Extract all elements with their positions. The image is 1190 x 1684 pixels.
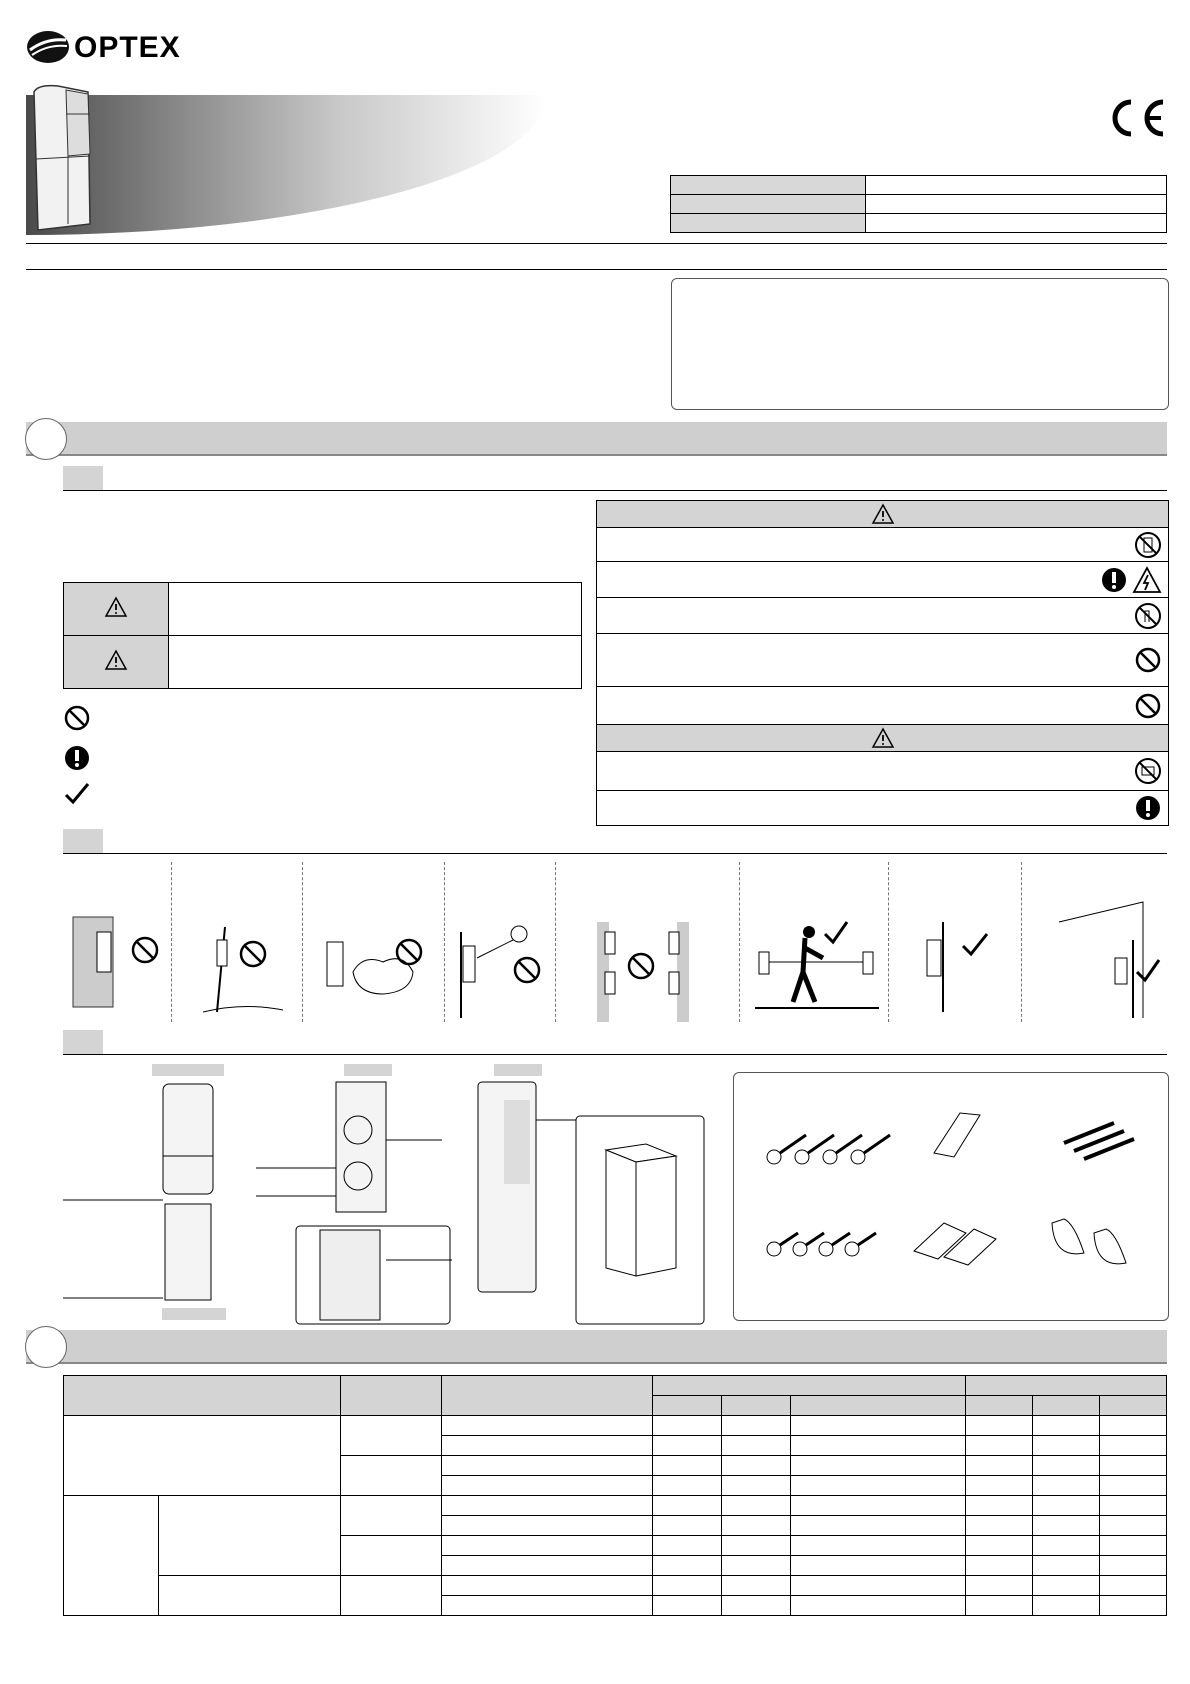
header-banner: [26, 95, 546, 235]
table-row: [64, 1376, 1167, 1396]
warning-triangle-icon: [871, 727, 895, 749]
section-1-number: [25, 418, 67, 460]
specifications-table: [63, 1375, 1167, 1616]
brand-name: OPTEX: [74, 31, 181, 64]
table-row: [64, 1496, 1167, 1516]
label-bar: [494, 1064, 542, 1076]
prohibited-icon: [1134, 646, 1162, 674]
subsection-1-2-heading: [63, 829, 1167, 854]
label-bar: [152, 1064, 224, 1076]
table-row: [64, 583, 582, 636]
exterior-parts-diagram: [63, 1080, 233, 1310]
warning-triangle-icon: [104, 596, 128, 618]
precaution-row: [597, 598, 1168, 634]
table-row: [671, 214, 1167, 233]
no-touch-icon: [1134, 602, 1162, 630]
obstruction-illustration: [323, 862, 443, 1022]
pole-clamp-icon: [1052, 1219, 1084, 1254]
precaution-row: [597, 791, 1168, 825]
sticker-icon: [934, 1113, 980, 1157]
installation-illustrations: [63, 862, 1167, 1022]
short-screw-icon: [845, 1233, 876, 1256]
divider: [26, 243, 1167, 244]
table-row: [671, 195, 1167, 214]
wall-corner-illustration: [1053, 862, 1163, 1022]
section-2-number: [25, 1326, 67, 1368]
precaution-row: [597, 528, 1168, 562]
precaution-row: [597, 562, 1168, 598]
precaution-caution-header: [597, 725, 1168, 752]
short-screw-icon: [819, 1233, 850, 1256]
mandatory-icon: [1134, 794, 1162, 822]
table-row: [64, 636, 582, 689]
mandatory-icon: [1100, 566, 1128, 594]
mandatory-icon: [63, 744, 93, 774]
precaution-warning-header: [597, 501, 1168, 528]
warning-triangle-icon: [104, 649, 128, 671]
subsection-1-2-tab: [63, 829, 103, 853]
short-screw-icon: [767, 1233, 798, 1256]
precaution-row: [597, 634, 1168, 687]
accessories-illustration: [734, 1073, 1168, 1320]
accessories-box: [733, 1072, 1169, 1321]
table-row: [64, 1576, 1167, 1596]
no-disassemble-icon: [1134, 531, 1162, 559]
wall-mount-illustration: [69, 862, 169, 1022]
prohibited-icon: [1134, 692, 1162, 720]
pole-clamp-icon: [1094, 1229, 1126, 1264]
pole-mount-illustration: [913, 862, 1013, 1022]
internal-parts-diagram: [256, 1080, 456, 1330]
section-1-bar: [26, 422, 1167, 456]
precaution-row: [597, 687, 1168, 725]
detector-detail-diagram: [476, 1080, 706, 1330]
walk-test-illustration: [753, 862, 883, 1022]
warning-triangle-icon: [871, 503, 895, 525]
sunlight-illustration: [453, 862, 553, 1022]
brand-logo: [26, 30, 196, 64]
model-spec-table: [670, 175, 1167, 233]
table-row: [671, 176, 1167, 195]
subsection-1-1-heading: [63, 466, 1167, 491]
short-screw-icon: [793, 1233, 824, 1256]
precautions-table: [596, 500, 1169, 826]
optex-logo-mark: [26, 30, 70, 64]
table-row: [64, 1416, 1167, 1436]
notice-box: [671, 278, 1169, 410]
subsection-1-3-tab: [63, 1030, 103, 1054]
signal-word-table: [63, 582, 582, 689]
prohibited-icon: [63, 704, 93, 734]
interference-illustration: [593, 862, 713, 1022]
label-bar: [344, 1064, 392, 1076]
ce-mark: [1105, 96, 1167, 140]
unstable-pole-illustration: [203, 862, 303, 1022]
no-water-icon: [1134, 757, 1162, 785]
section-2-bar: [26, 1330, 1167, 1364]
subsection-1-3-heading: [63, 1030, 1167, 1055]
check-icon: [63, 780, 93, 810]
precaution-row: [597, 752, 1168, 791]
divider: [26, 269, 1167, 270]
subsection-1-1-tab: [63, 466, 103, 490]
device-image: [28, 84, 96, 232]
cable-tie-icon: [1064, 1123, 1134, 1159]
electric-shock-icon: [1132, 566, 1162, 594]
